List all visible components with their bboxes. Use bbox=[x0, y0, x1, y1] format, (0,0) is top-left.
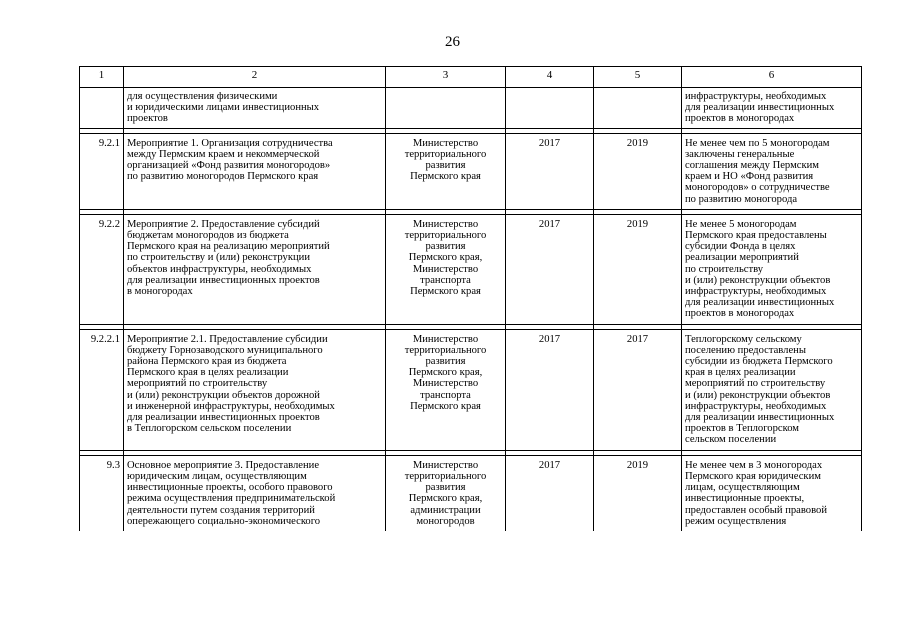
result-cell: Не менее чем в 3 моногородах Пермского края юридическим лицам, осуществляющим инвестиционные проекты, предоставлен особый правовой режим осуществления bbox=[682, 455, 862, 531]
column-header: 3 bbox=[386, 67, 506, 88]
table-row bbox=[80, 214, 862, 324]
result-cell: инфраструктуры, необходимых для реализации инвестиционных проектов в моногородах bbox=[682, 88, 862, 129]
table-row-continuation bbox=[80, 88, 862, 129]
activities-table bbox=[79, 66, 862, 531]
column-header: 1 bbox=[80, 67, 124, 88]
start-year-cell: 2017 bbox=[506, 214, 594, 324]
start-year-cell: 2017 bbox=[506, 455, 594, 531]
row-number-cell: 9.2.2 bbox=[80, 214, 124, 324]
start-year-cell: 2017 bbox=[506, 133, 594, 209]
table-row bbox=[80, 133, 862, 209]
row-number-cell: 9.2.1 bbox=[80, 133, 124, 209]
row-number-cell bbox=[80, 88, 124, 129]
result-cell: Не менее 5 моногородам Пермского края предоставлены субсидии Фонда в целях реализации мероприятий по строительству и (или) реконструкции объектов инфраструктуры, необходимых для реализации инвестиционных проектов в моногородах bbox=[682, 214, 862, 324]
activity-cell: Основное мероприятие 3. Предоставление юридическим лицам, осуществляющим инвестиционные проекты, особого правового режима осуществления предпринимательской деятельности путем создания территорий опережающего социально-экономического bbox=[124, 455, 386, 531]
start-year-cell: 2017 bbox=[506, 329, 594, 450]
activity-cell: Мероприятие 1. Организация сотрудничества между Пермским краем и некоммерческой организацией «Фонд развития моногородов» по развитию моногородов Пермского края bbox=[124, 133, 386, 209]
result-cell: Теплогорскому сельскому поселению предоставлены субсидии из бюджета Пермского края в целях реализации мероприятий по строительству и (или) реконструкции объектов инфраструктуры, необходимых для реализации инвестиционных проектов в Теплогорском сельском поселении bbox=[682, 329, 862, 450]
activity-cell: Мероприятие 2. Предоставление субсидий бюджетам моногородов из бюджета Пермского края на реализацию мероприятий по строительству и (или) реконструкции объектов инфраструктуры, необходимых для реализации инвестиционных проектов в моногородах bbox=[124, 214, 386, 324]
column-header: 2 bbox=[124, 67, 386, 88]
start-year-cell bbox=[506, 88, 594, 129]
executor-cell: Министерство территориального развития Пермского края, Министерство транспорта Пермского края bbox=[386, 329, 506, 450]
activity-cell: для осуществления физическими и юридическими лицами инвестиционных проектов bbox=[124, 88, 386, 129]
end-year-cell: 2019 bbox=[594, 133, 682, 209]
column-header: 4 bbox=[506, 67, 594, 88]
end-year-cell: 2019 bbox=[594, 214, 682, 324]
table-header-row bbox=[80, 67, 862, 88]
executor-cell bbox=[386, 88, 506, 129]
end-year-cell: 2017 bbox=[594, 329, 682, 450]
executor-cell: Министерство территориального развития Пермского края, администрации моногородов bbox=[386, 455, 506, 531]
table-row bbox=[80, 329, 862, 450]
end-year-cell bbox=[594, 88, 682, 129]
column-header: 6 bbox=[682, 67, 862, 88]
table-row bbox=[80, 455, 862, 531]
page-number: 26 bbox=[445, 34, 460, 50]
row-number-cell: 9.2.2.1 bbox=[80, 329, 124, 450]
executor-cell: Министерство территориального развития Пермского края, Министерство транспорта Пермского края bbox=[386, 214, 506, 324]
executor-cell: Министерство территориального развития Пермского края bbox=[386, 133, 506, 209]
result-cell: Не менее чем по 5 моногородам заключены генеральные соглашения между Пермским краем и НО «Фонд развития моногородов» о сотрудничестве по развитию моногорода bbox=[682, 133, 862, 209]
activity-cell: Мероприятие 2.1. Предоставление субсидии бюджету Горнозаводского муниципального района Пермского края из бюджета Пермского края в целях реализации мероприятий по строительству и (или) реконструкции объектов дорожной и инженерной инфраструктуры, необходимых для реализации инвестиционных проектов в Теплогорском сельском поселении bbox=[124, 329, 386, 450]
column-header: 5 bbox=[594, 67, 682, 88]
row-number-cell: 9.3 bbox=[80, 455, 124, 531]
end-year-cell: 2019 bbox=[594, 455, 682, 531]
